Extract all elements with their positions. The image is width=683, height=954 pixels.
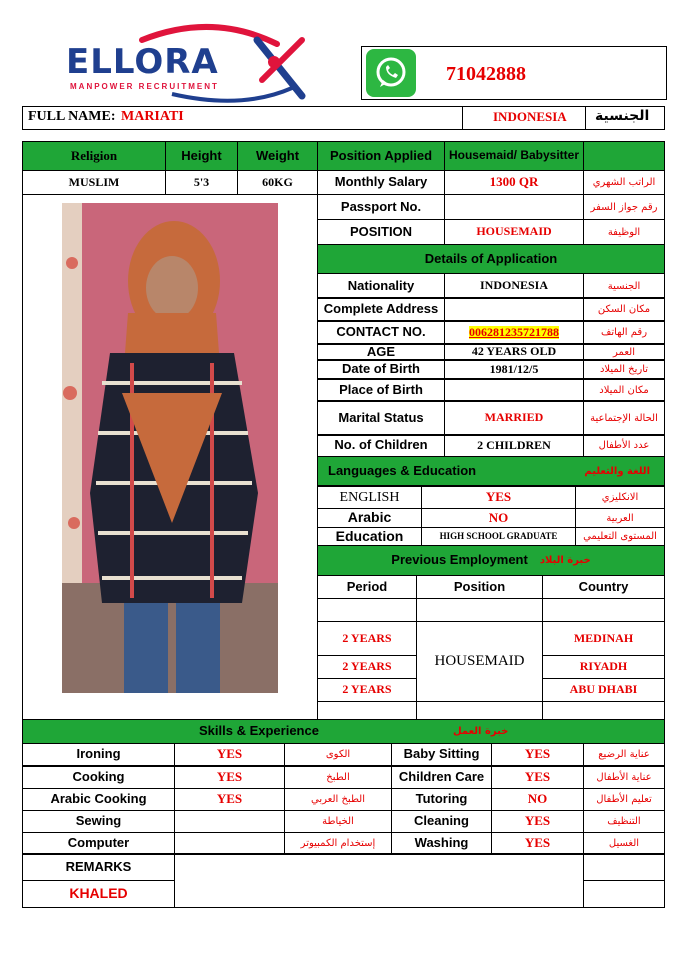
details-value-4 bbox=[444, 359, 584, 380]
employment-period-3: 2 YEARS bbox=[317, 678, 417, 702]
employment-title-ar: خبرة البلاد bbox=[539, 555, 591, 566]
skill-left-value-1: YES bbox=[174, 766, 285, 789]
details-value-text-2[interactable]: 006281235721788 bbox=[469, 324, 559, 339]
position-label: POSITION bbox=[317, 219, 445, 245]
details-label-2: CONTACT NO. bbox=[317, 320, 445, 345]
employment-country-2: RIYADH bbox=[542, 655, 665, 679]
skill-right-ar-0: عناية الرضيع bbox=[583, 743, 665, 766]
details-label-5: Place of Birth bbox=[317, 378, 445, 402]
name-nationality-ar: الجنسية bbox=[595, 108, 650, 124]
person-photo bbox=[62, 203, 278, 693]
employment-end-period bbox=[317, 701, 417, 720]
skill-right-value-4: YES bbox=[491, 832, 584, 855]
skill-left-ar-1: الطبخ bbox=[284, 766, 392, 789]
employment-header-position: Position bbox=[416, 575, 543, 599]
skill-right-label-3: Cleaning bbox=[391, 810, 492, 833]
skill-left-ar-2: الطبخ العربي bbox=[284, 788, 392, 811]
details-ar-2: رقم الهاتف bbox=[583, 320, 665, 345]
details-value-5 bbox=[444, 378, 584, 402]
employment-country-3: ABU DHABI bbox=[542, 678, 665, 702]
employment-end-country bbox=[542, 701, 665, 720]
remarks-side-bottom bbox=[583, 880, 665, 908]
header-position-applied: Position Applied bbox=[317, 141, 445, 171]
languages-title: Languages & Education bbox=[328, 462, 477, 478]
skill-right-label-2: Tutoring bbox=[391, 788, 492, 811]
full-name-label: FULL NAME: bbox=[28, 109, 116, 124]
skills-title-ar: خبرة العمل bbox=[453, 726, 509, 737]
details-label-0: Nationality bbox=[317, 273, 445, 299]
skill-left-ar-0: الكوى bbox=[284, 743, 392, 766]
lang-value-2: HIGH SCHOOL GRADUATE bbox=[421, 527, 576, 546]
details-value-2 bbox=[444, 320, 584, 345]
skill-left-label-1: Cooking bbox=[22, 766, 175, 789]
salary-label: Monthly Salary bbox=[317, 170, 445, 195]
skill-right-ar-1: عناية الأطفال bbox=[583, 766, 665, 789]
name-row bbox=[22, 106, 665, 130]
skill-right-ar-4: الغسيل bbox=[583, 832, 665, 855]
header-religion: Religion bbox=[22, 141, 166, 171]
details-value-1 bbox=[444, 297, 584, 322]
details-label-4: Date of Birth bbox=[317, 359, 445, 380]
salary-value: 1300 QR bbox=[444, 170, 584, 195]
passport-ar: رقم جواز السفر bbox=[583, 194, 665, 220]
skills-title: Skills & Experience bbox=[199, 723, 319, 739]
name-divider bbox=[462, 107, 463, 129]
details-ar-3: العمر bbox=[583, 343, 665, 361]
lang-label-0: ENGLISH bbox=[317, 486, 422, 509]
skill-right-ar-2: تعليم الأطفال bbox=[583, 788, 665, 811]
remarks-label: REMARKS bbox=[22, 853, 175, 881]
lang-value-0: YES bbox=[421, 486, 576, 509]
employment-header-period: Period bbox=[317, 575, 417, 599]
employment-country-1: MEDINAH bbox=[542, 621, 665, 656]
details-ar-6: الحالة الإجتماعية bbox=[583, 400, 665, 436]
lang-ar-2: المستوى التعليمي bbox=[575, 527, 665, 546]
logo-subtext: MANPOWER RECRUITMENT bbox=[70, 82, 219, 91]
lang-label-2: Education bbox=[317, 527, 422, 546]
position-ar: الوظيفة bbox=[583, 219, 665, 245]
skill-left-label-2: Arabic Cooking bbox=[22, 788, 175, 811]
details-ar-1: مكان السكن bbox=[583, 297, 665, 322]
remarks-side-top bbox=[583, 853, 665, 881]
details-value-text-0: INDONESIA bbox=[479, 278, 548, 293]
full-name-value: MARIATI bbox=[121, 109, 184, 124]
logo-text: ELLORA bbox=[66, 42, 219, 82]
details-ar-0: الجنسية bbox=[583, 273, 665, 299]
details-value-text-6: MARRIED bbox=[484, 410, 544, 425]
details-title: Details of Application bbox=[317, 244, 665, 274]
value-weight: 60KG bbox=[237, 170, 318, 195]
employment-header-country: Country bbox=[542, 575, 665, 599]
whatsapp-icon bbox=[366, 49, 416, 97]
name-nationality: INDONESIA bbox=[493, 109, 567, 124]
passport-label: Passport No. bbox=[317, 194, 445, 220]
skill-left-value-2: YES bbox=[174, 788, 285, 811]
employment-period-1: 2 YEARS bbox=[317, 621, 417, 656]
header-housemaid: Housemaid/ Babysitter bbox=[444, 141, 584, 171]
skill-right-label-0: Baby Sitting bbox=[391, 743, 492, 766]
skill-left-value-0: YES bbox=[174, 743, 285, 766]
skill-left-ar-4: إستخدام الكمبيوتر bbox=[284, 832, 392, 855]
skill-right-value-0: YES bbox=[491, 743, 584, 766]
skills-title-box bbox=[22, 719, 665, 744]
employment-end-position bbox=[416, 701, 543, 720]
employment-period-2: 2 YEARS bbox=[317, 655, 417, 679]
name-divider-2 bbox=[585, 107, 586, 129]
skill-right-value-3: YES bbox=[491, 810, 584, 833]
header-empty bbox=[583, 141, 665, 171]
phone-number: 71042888 bbox=[446, 63, 526, 85]
skill-right-ar-3: التنظيف bbox=[583, 810, 665, 833]
employment-blank-period bbox=[317, 598, 417, 622]
details-value-7 bbox=[444, 434, 584, 457]
employment-position: HOUSEMAID bbox=[416, 621, 543, 702]
skill-right-value-1: YES bbox=[491, 766, 584, 789]
employment-blank-position bbox=[416, 598, 543, 622]
passport-value bbox=[444, 194, 584, 220]
skill-left-value-3 bbox=[174, 810, 285, 833]
skill-left-value-4 bbox=[174, 832, 285, 855]
details-label-6: Marital Status bbox=[317, 400, 445, 436]
details-value-text-3: 42 YEARS OLD bbox=[471, 344, 557, 359]
details-ar-7: عدد الأطفال bbox=[583, 434, 665, 457]
details-label-3: AGE bbox=[317, 343, 445, 361]
skill-right-label-4: Washing bbox=[391, 832, 492, 855]
details-label-1: Complete Address bbox=[317, 297, 445, 322]
company-logo bbox=[62, 18, 312, 106]
remarks-body bbox=[174, 853, 584, 908]
header-weight: Weight bbox=[237, 141, 318, 171]
details-value-0 bbox=[444, 273, 584, 299]
lang-ar-0: الانكليزي bbox=[575, 486, 665, 509]
salary-ar: الراتب الشهري bbox=[583, 170, 665, 195]
value-height: 5'3 bbox=[165, 170, 238, 195]
employment-title: Previous Employment bbox=[391, 552, 528, 568]
details-value-text-4: 1981/12/5 bbox=[489, 361, 539, 376]
skill-right-label-1: Children Care bbox=[391, 766, 492, 789]
details-label-7: No. of Children bbox=[317, 434, 445, 457]
skill-right-value-2: NO bbox=[491, 788, 584, 811]
position-value: HOUSEMAID bbox=[444, 219, 584, 245]
details-ar-4: تاريخ الميلاد bbox=[583, 359, 665, 380]
skill-left-label-0: Ironing bbox=[22, 743, 175, 766]
details-value-text-7: 2 CHILDREN bbox=[477, 437, 551, 452]
lang-value-1: NO bbox=[421, 508, 576, 528]
header-height: Height bbox=[165, 141, 238, 171]
value-religion: MUSLIM bbox=[22, 170, 166, 195]
lang-ar-1: العربية bbox=[575, 508, 665, 528]
employment-blank-country bbox=[542, 598, 665, 622]
employment-title-box bbox=[317, 545, 665, 576]
remarks-name: KHALED bbox=[22, 880, 175, 908]
lang-label-1: Arabic bbox=[317, 508, 422, 528]
languages-title-box bbox=[317, 456, 665, 486]
skill-left-label-4: Computer bbox=[22, 832, 175, 855]
details-ar-5: مكان الميلاد bbox=[583, 378, 665, 402]
languages-title-ar: اللغة والتعليم bbox=[584, 465, 650, 477]
phone-box bbox=[361, 46, 667, 100]
skill-left-ar-3: الخياطة bbox=[284, 810, 392, 833]
details-value-6 bbox=[444, 400, 584, 436]
skill-left-label-3: Sewing bbox=[22, 810, 175, 833]
